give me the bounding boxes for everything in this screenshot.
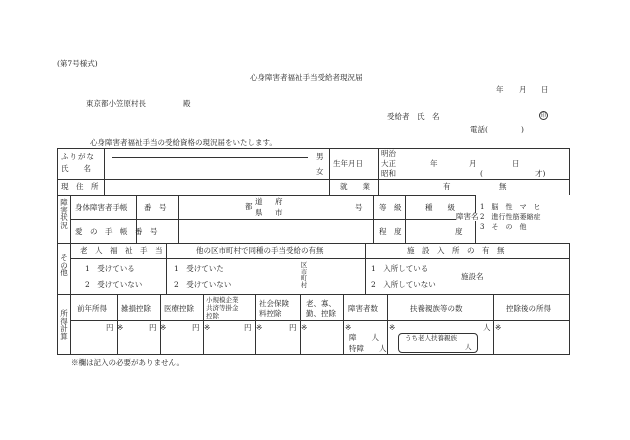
note-mark-6: ※ bbox=[345, 323, 352, 332]
footer-note: ※欄は記入の必要がありません。 bbox=[71, 358, 184, 367]
phone-label: 電話( bbox=[470, 125, 488, 134]
physical-handbook-label: 身体障害者手帳 bbox=[75, 203, 128, 212]
note-mark-3: ※ bbox=[204, 323, 211, 332]
name-input-field[interactable] bbox=[106, 160, 306, 178]
employment-label: 就 業 bbox=[340, 182, 370, 191]
era-meiji: 明治 bbox=[381, 149, 396, 158]
income-section-label: 所 得 計 算 bbox=[60, 309, 68, 341]
disability-name-label: 障害名 bbox=[456, 212, 479, 221]
yen-3: 円 bbox=[192, 323, 200, 332]
date-day: 日 bbox=[541, 85, 549, 94]
disability-type-3: 3 そ の 他 bbox=[480, 223, 527, 231]
intro-text: 心身障害者福祉手当の受給資格の現況届をいたします。 bbox=[90, 138, 277, 147]
prefecture-to: 都 bbox=[245, 202, 253, 211]
elderly-option-2[interactable]: 2 受けていない bbox=[85, 280, 143, 289]
addressee: 東京都小笠原村長 bbox=[86, 99, 146, 108]
facility-title: 施 設 入 所 の 有 無 bbox=[407, 246, 505, 255]
grade-value: 種 級 bbox=[425, 203, 455, 212]
birth-day-unit: 日 bbox=[512, 159, 520, 168]
disabled-count-field: 障 人 bbox=[349, 333, 379, 342]
other-city-title: 他の区市町村で同種の手当受給の有無 bbox=[196, 246, 324, 255]
hdr-casualty-deduction: 雑損控除 bbox=[121, 304, 151, 313]
seal-mark: 印 bbox=[540, 113, 547, 119]
birth-month-unit: 月 bbox=[469, 159, 477, 168]
hdr-disabled-count: 障害者数 bbox=[348, 304, 378, 313]
special-disabled-count-field: 特障 人 bbox=[349, 344, 387, 353]
yen-5: 円 bbox=[289, 323, 297, 332]
address-input-field[interactable] bbox=[106, 181, 326, 193]
note-mark-2: ※ bbox=[160, 323, 167, 332]
facility-name-label: 施設名 bbox=[461, 272, 484, 281]
form-number: (第7号様式) bbox=[57, 59, 98, 68]
sex-male: 男 bbox=[316, 152, 324, 161]
elderly-dependents-unit: 人 bbox=[465, 343, 472, 351]
age-unit: 才) bbox=[535, 169, 546, 178]
era-showa: 昭和 bbox=[381, 169, 396, 178]
prefecture-ken: 県 bbox=[255, 208, 263, 217]
note-mark-1: ※ bbox=[117, 323, 124, 332]
prefecture-shi: 市 bbox=[275, 208, 283, 217]
employment-yes: 有 bbox=[443, 182, 451, 191]
employment-no: 無 bbox=[499, 182, 507, 191]
hdr-small-business-deduction: 小規模企業 共済等掛金 控除 bbox=[206, 296, 239, 320]
hdr-prev-income: 前年所得 bbox=[77, 304, 107, 313]
disability-type-2: 2 進行性筋萎縮症 bbox=[480, 213, 541, 221]
form-title: 心身障害者福祉手当受給者現況届 bbox=[250, 73, 363, 82]
hdr-income-after-deduction: 控除後の所得 bbox=[506, 304, 551, 313]
birth-date-label: 生年月日 bbox=[333, 159, 363, 168]
handbook-number-suffix: 号 bbox=[355, 203, 363, 212]
degree-value: 度 bbox=[455, 227, 463, 236]
elderly-allowance-title: 老 人 福 祉 手 当 bbox=[80, 246, 163, 255]
elderly-option-1[interactable]: 1 受けている bbox=[85, 264, 135, 273]
other-section-label: そ の 他 bbox=[60, 253, 68, 277]
yen-1: 円 bbox=[106, 323, 114, 332]
dependents-unit: 人 bbox=[483, 323, 491, 332]
birth-year-unit: 年 bbox=[430, 159, 438, 168]
hdr-social-insurance-deduction: 社会保険 料控除 bbox=[259, 299, 289, 318]
recipient-name-label: 受給者 氏 名 bbox=[387, 112, 440, 121]
disability-section-label: 障 害 状 況 bbox=[60, 198, 68, 230]
municipality-chars: 区 市 町 村 bbox=[300, 261, 308, 289]
name-label: 氏 名 bbox=[61, 164, 91, 173]
elderly-dependents-label: うち老人扶養親族 bbox=[405, 334, 457, 342]
note-mark-8: ※ bbox=[495, 323, 502, 332]
yen-4: 円 bbox=[244, 323, 252, 332]
era-taisho: 大正 bbox=[381, 159, 396, 168]
sex-female: 女 bbox=[316, 167, 324, 176]
other-city-option-2[interactable]: 2 受けていない bbox=[174, 280, 232, 289]
age-open: ( bbox=[480, 169, 483, 178]
love-handbook-label: 愛 の 手 帳 番 号 bbox=[75, 227, 158, 236]
address-label: 現 住 所 bbox=[61, 182, 99, 191]
note-mark-7: ※ bbox=[389, 323, 396, 332]
phone-close: ) bbox=[521, 125, 524, 134]
prefecture-do: 道 bbox=[255, 197, 263, 206]
hdr-dependents-count: 扶養親族等の数 bbox=[410, 304, 463, 313]
other-city-option-1[interactable]: 1 受けていた bbox=[174, 264, 224, 273]
date-year: 年 bbox=[496, 85, 504, 94]
addressee-honorific: 殿 bbox=[183, 99, 191, 108]
furigana-label: ふりがな bbox=[61, 152, 95, 161]
handbook-number-label: 番 号 bbox=[144, 203, 167, 212]
note-mark-5: ※ bbox=[301, 323, 308, 332]
prefecture-fu: 府 bbox=[275, 197, 283, 206]
hdr-medical-deduction: 医療控除 bbox=[164, 304, 194, 313]
disability-type-1: 1 脳 性 マ ヒ bbox=[480, 203, 541, 211]
hdr-elderly-widow-deduction: 老、寡、 勤、控除 bbox=[306, 299, 336, 318]
grade-label: 等 級 bbox=[379, 203, 402, 212]
facility-option-1[interactable]: 1 入所している bbox=[371, 264, 429, 273]
date-month: 月 bbox=[519, 85, 527, 94]
degree-label: 程 度 bbox=[379, 227, 402, 236]
yen-2: 円 bbox=[149, 323, 157, 332]
facility-option-2[interactable]: 2 入所していない bbox=[371, 280, 436, 289]
note-mark-4: ※ bbox=[256, 323, 263, 332]
